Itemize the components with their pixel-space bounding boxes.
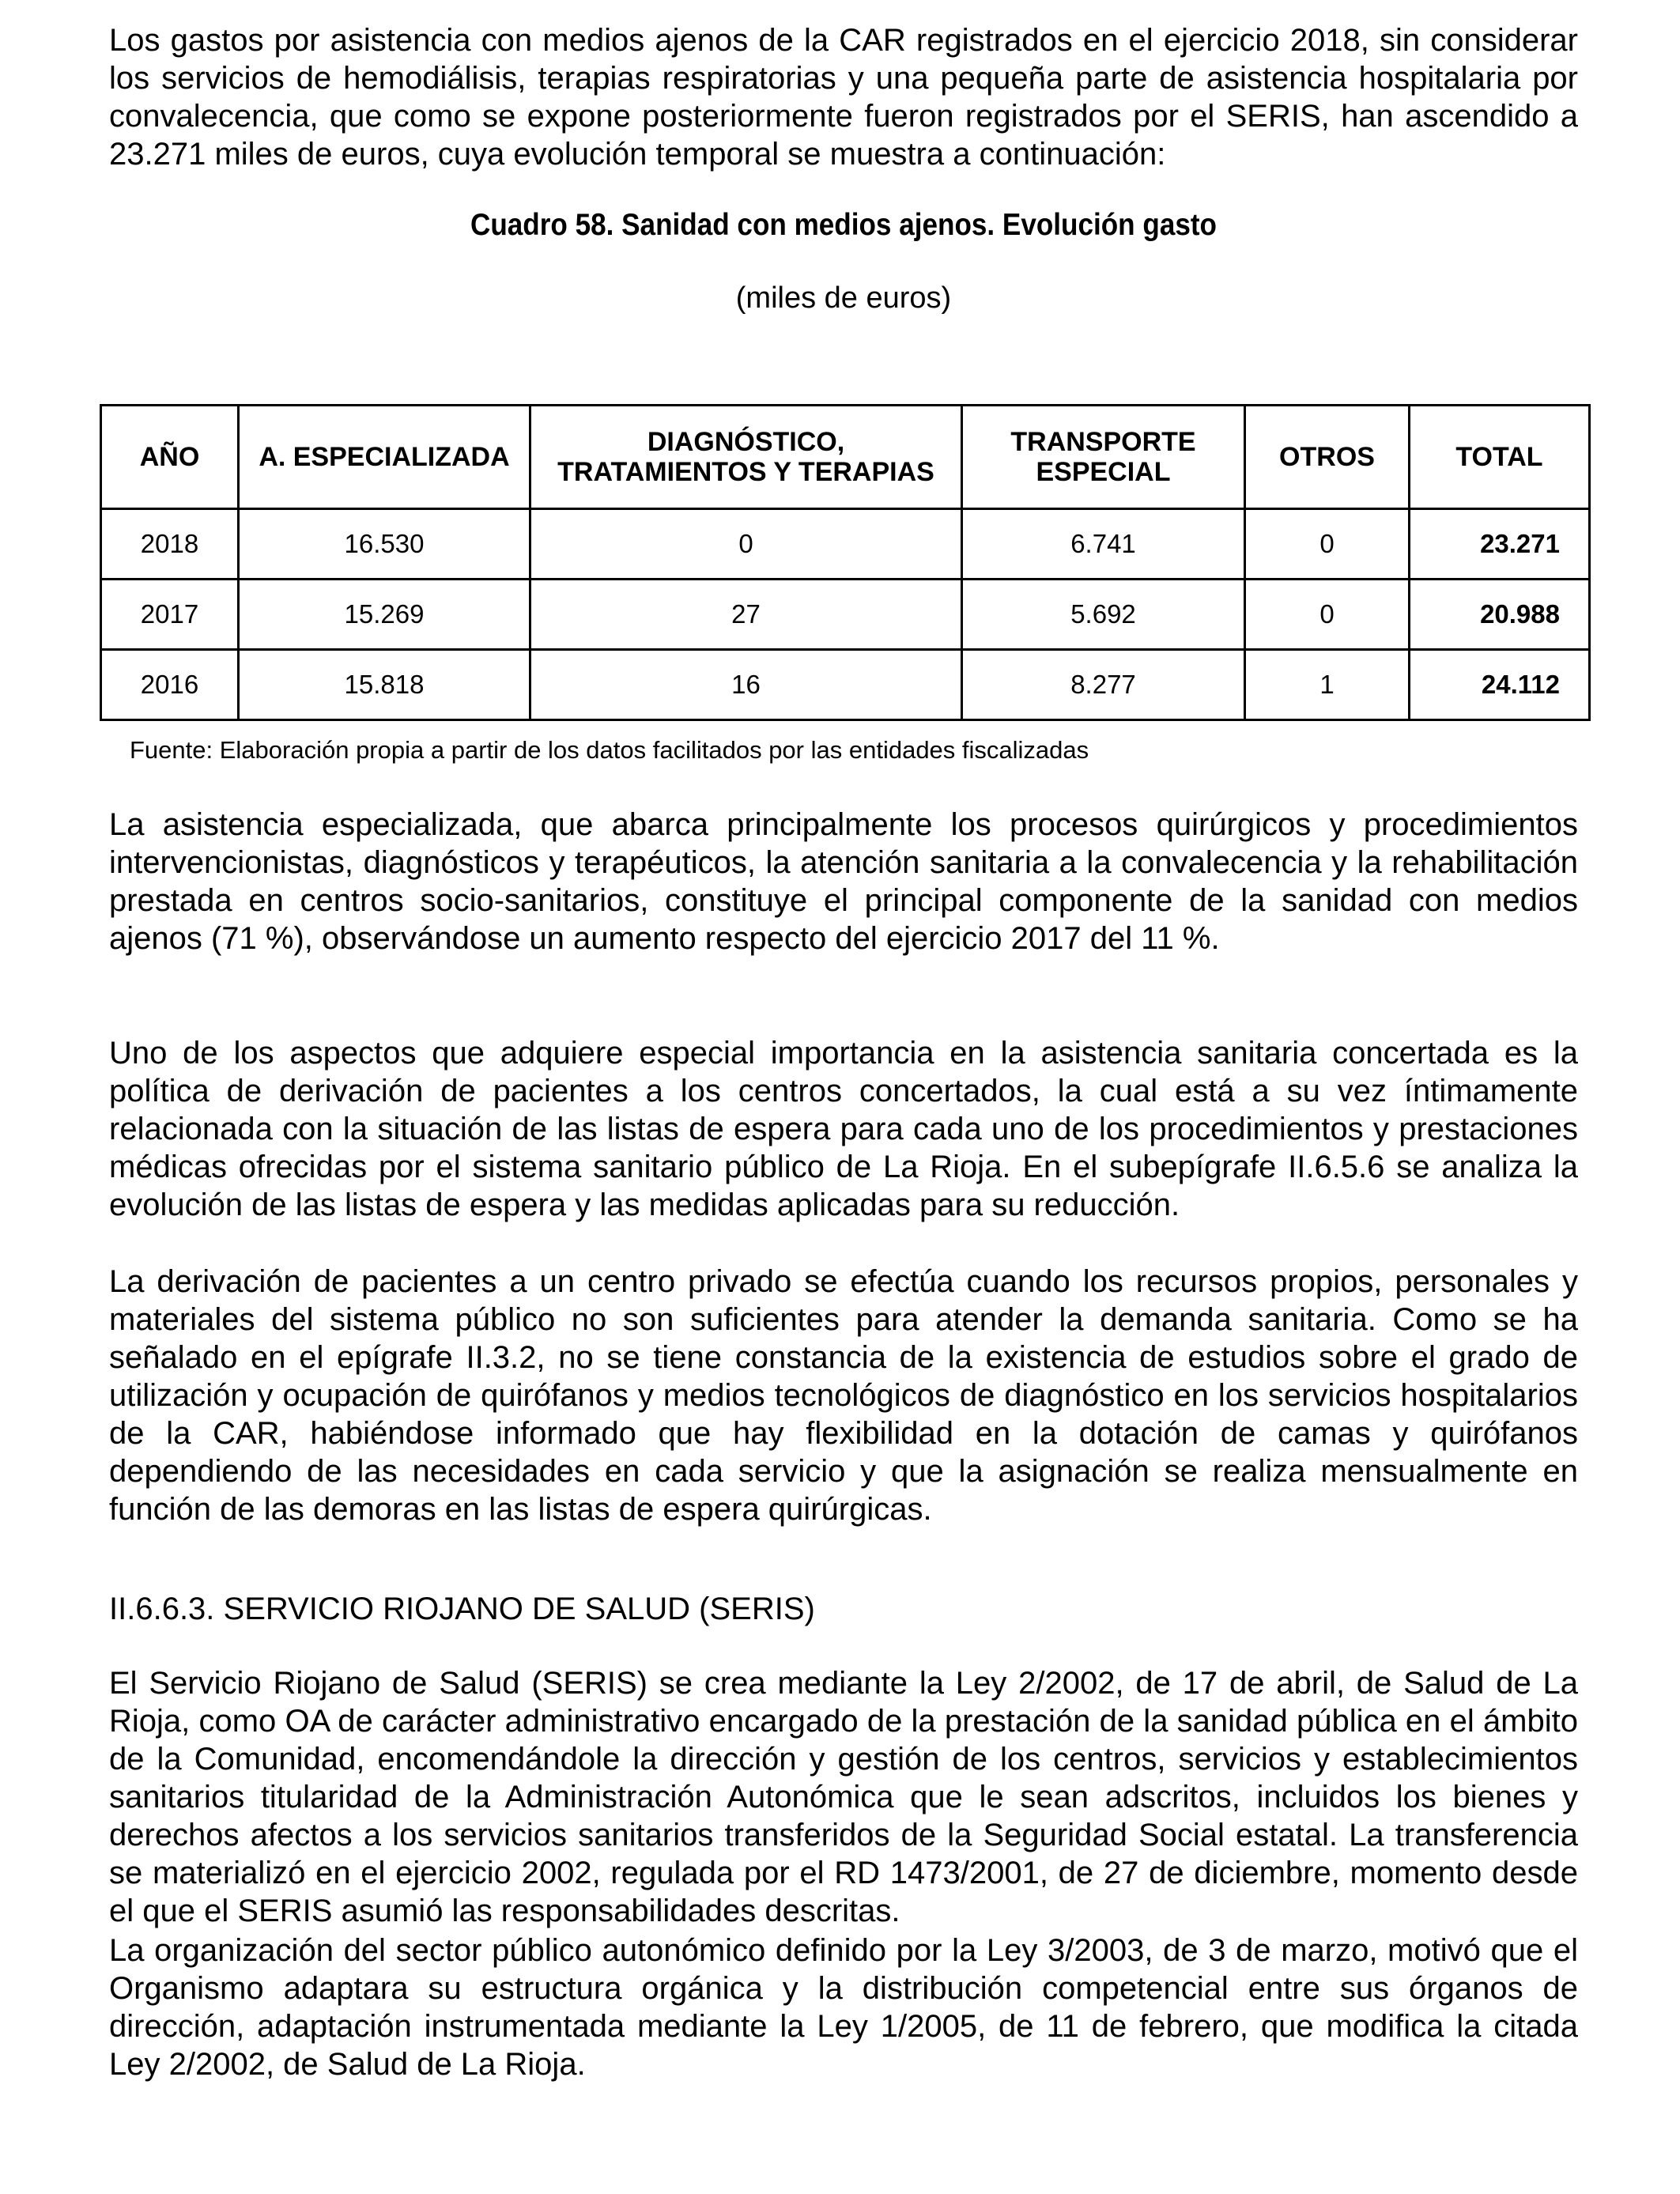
cell-specialized: 15.269 [239, 580, 530, 650]
cell-year: 2017 [101, 580, 239, 650]
header-others: OTROS [1245, 406, 1410, 509]
table-row [101, 650, 1590, 720]
cell-transport: 5.692 [962, 580, 1245, 650]
cell-transport: 6.741 [962, 509, 1245, 580]
cell-transport: 8.277 [962, 650, 1245, 720]
paragraph-private-referral: La derivación de pacientes a un centro privado se efectúa cuando los recursos propios, personales y materiales del sistema público no son suficientes para atender la demanda sanitaria. Como se ha señalado en el epígrafe II.3.2, no se tiene constancia de la existencia de estudios sobre el grado de utilización y ocupación de quirófanos y medios tecnológicos de diagnóstico en los servicios hospitalarios de la CAR, habiéndose informado que hay flexibilidad en la dotación de camas y quirófanos dependiendo de las necesidades en cada servicio y que la asignación se realiza mensualmente en función de las demoras en las listas de espera quirúrgicas. [109, 1264, 1578, 1527]
cell-diagnostics: 27 [530, 580, 962, 650]
cell-specialized: 16.530 [239, 509, 530, 580]
cell-diagnostics: 16 [530, 650, 962, 720]
table-row [101, 580, 1590, 650]
header-year: AÑO [101, 406, 239, 509]
cell-others: 1 [1245, 650, 1410, 720]
cell-total: 20.988 [1410, 580, 1590, 650]
header-total: TOTAL [1410, 406, 1590, 509]
table-source: Fuente: Elaboración propia a partir de los datos facilitados por las entidades fiscalizadas [130, 736, 1089, 764]
document-page [109, 0, 1578, 2082]
cell-others: 0 [1245, 509, 1410, 580]
cell-year: 2016 [101, 650, 239, 720]
paragraph-seris-organization: La organización del sector público autonómico definido por la Ley 3/2003, de 3 de marzo, motivó que el Organismo adaptara su estructura orgánica y la distribución competencial entre sus órganos de dirección, adaptación instrumentada mediante la Ley 1/2005, de 11 de febrero, que modifica la citada Ley 2/2002, de Salud de La Rioja. [109, 1933, 1578, 2082]
cell-total: 24.112 [1410, 650, 1590, 720]
paragraph-specialized-care: La asistencia especializada, que abarca principalmente los procesos quirúrgicos y procedimientos intervencionistas, diagnósticos y terapéuticos, la atención sanitaria a la convalecencia y la rehabilitación prestada en centros socio-sanitarios, constituye el principal componente de la sanidad con medios ajenos (71 %), observándose un aumento respecto del ejercicio 2017 del 11 %. [109, 807, 1578, 956]
expense-table [100, 404, 1591, 721]
paragraph-referral-policy: Uno de los aspectos que adquiere especial importancia en la asistencia sanitaria concertada es la política de derivación de pacientes a los centros concertados, la cual está a su vez íntimamente relacionada con la situación de las listas de espera para cada uno de los procedimientos y prestaciones médicas ofrecidas por el sistema sanitario público de La Rioja. En el subepígrafe II.6.5.6 se analiza la evolución de las listas de espera y las medidas aplicadas para su reducción. [109, 1036, 1578, 1222]
cell-specialized: 15.818 [239, 650, 530, 720]
table-caption: Cuadro 58. Sanidad con medios ajenos. Evolución gasto [470, 208, 1217, 242]
paragraph-intro: Los gastos por asistencia con medios ajenos de la CAR registrados en el ejercicio 2018, sin considerar los servicios de hemodiálisis, terapias respiratorias y una pequeña parte de asistencia hospitalaria por convalecencia, que como se expone posteriormente fueron registrados por el SERIS, han ascendido a 23.271 miles de euros, cuya evolución temporal se muestra a continuación: [109, 23, 1578, 172]
table-row [101, 509, 1590, 580]
header-specialized: A. ESPECIALIZADA [239, 406, 530, 509]
cell-diagnostics: 0 [530, 509, 962, 580]
section-heading: II.6.6.3. SERVICIO RIOJANO DE SALUD (SERIS) [109, 1592, 815, 1626]
cell-year: 2018 [101, 509, 239, 580]
paragraph-seris-creation: El Servicio Riojano de Salud (SERIS) se crea mediante la Ley 2/2002, de 17 de abril, de Salud de La Rioja, como OA de carácter administrativo encargado de la prestación de la sanidad pública en el ámbito de la Comunidad, encomendándole la dirección y gestión de los centros, servicios y establecimientos sanitarios titularidad de la Administración Autonómica que le sean adscritos, incluidos los bienes y derechos afectos a los servicios sanitarios transferidos de la Seguridad Social estatal. La transferencia se materializó en el ejercicio 2002, regulada por el RD 1473/2001, de 27 de diciembre, momento desde el que el SERIS asumió las responsabilidades descritas. [109, 1666, 1578, 1928]
header-transport: TRANSPORTE ESPECIAL [962, 406, 1245, 509]
header-diagnostics: DIAGNÓSTICO, TRATAMIENTOS Y TERAPIAS [530, 406, 962, 509]
table-header-row [101, 406, 1590, 509]
cell-total: 23.271 [1410, 509, 1590, 580]
cell-others: 0 [1245, 580, 1410, 650]
table-units: (miles de euros) [735, 281, 952, 315]
